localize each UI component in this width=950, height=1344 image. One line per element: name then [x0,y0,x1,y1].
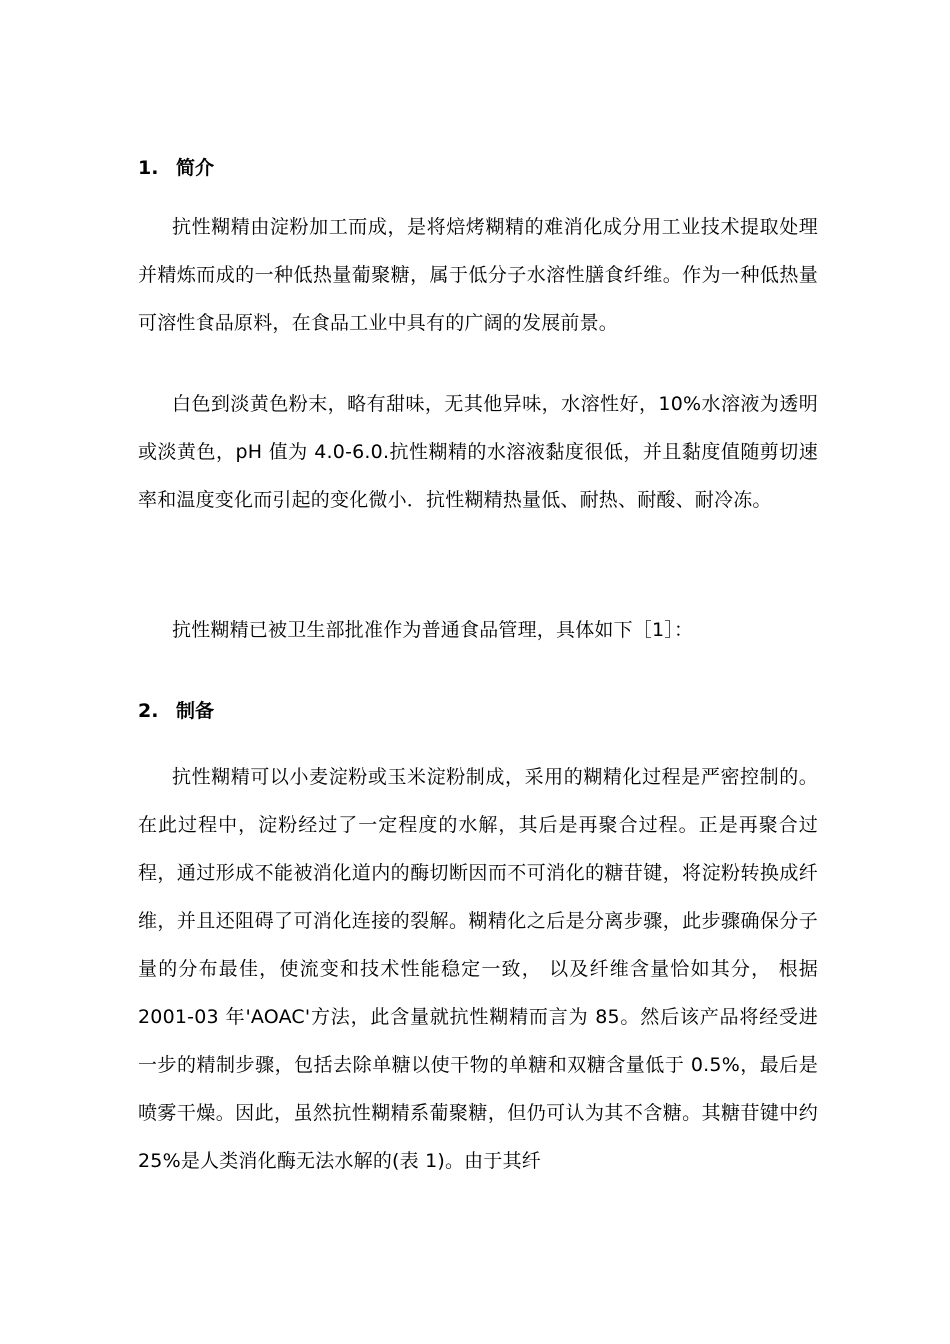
section-1-paragraph-2: 白色到淡黄色粉末，略有甜味，无其他异味，水溶性好，10%水溶液为透明或淡黄色，pH 值为 4.0-6.0.抗性糊精的水溶液黏度很低，并且黏度值随剪切速率和温度变化而引起的变化微小．抗性糊精热量低、耐热、耐酸、耐冷冻。 [138,393,818,511]
section-2-number: 2. [138,700,159,722]
section-1-heading [138,155,214,181]
section-1-paragraph-1: 抗性糊精由淀粉加工而成，是将焙烤糊精的难消化成分用工业技术提取处理并精炼而成的一种低热量葡聚糖，属于低分子水溶性膳食纤维。作为一种低热量可溶性食品原料，在食品工业中具有的广阔的发展前景。 [138,216,818,334]
section-1-number: 1. [138,157,159,179]
section-2-title: 制备 [176,700,215,722]
section-1-paragraph-3: 抗性糊精已被卫生部批准作为普通食品管理，具体如下［1］： [172,619,694,641]
section-2-heading [138,698,214,724]
section-1-title: 简介 [176,157,215,179]
section-2-paragraph-1: 抗性糊精可以小麦淀粉或玉米淀粉制成，采用的糊精化过程是严密控制的。在此过程中，淀粉经过了一定程度的水解，其后是再聚合过程。正是再聚合过程，通过形成不能被消化道内的酶切断因而不可消化的糖苷键，将淀粉转换成纤维，并且还阻碍了可消化连接的裂解。糊精化之后是分离步骤，此步骤确保分子量的分布最佳，使流变和技术性能稳定一致， 以及纤维含量恰如其分， 根据 2001-03 年'AOAC'方法，此含量就抗性糊精而言为 85。然后该产品将经受进一步的精制步骤，包括去除单糖以使干物的单糖和双糖含量低于 0.5%，最后是喷雾干燥。因此，虽然抗性糊精系葡聚糖，但仍可认为其不含糖。其糖苷键中约 25%是人类消化酶无法水解的(表 1)。由于其纤 [138,766,818,1172]
